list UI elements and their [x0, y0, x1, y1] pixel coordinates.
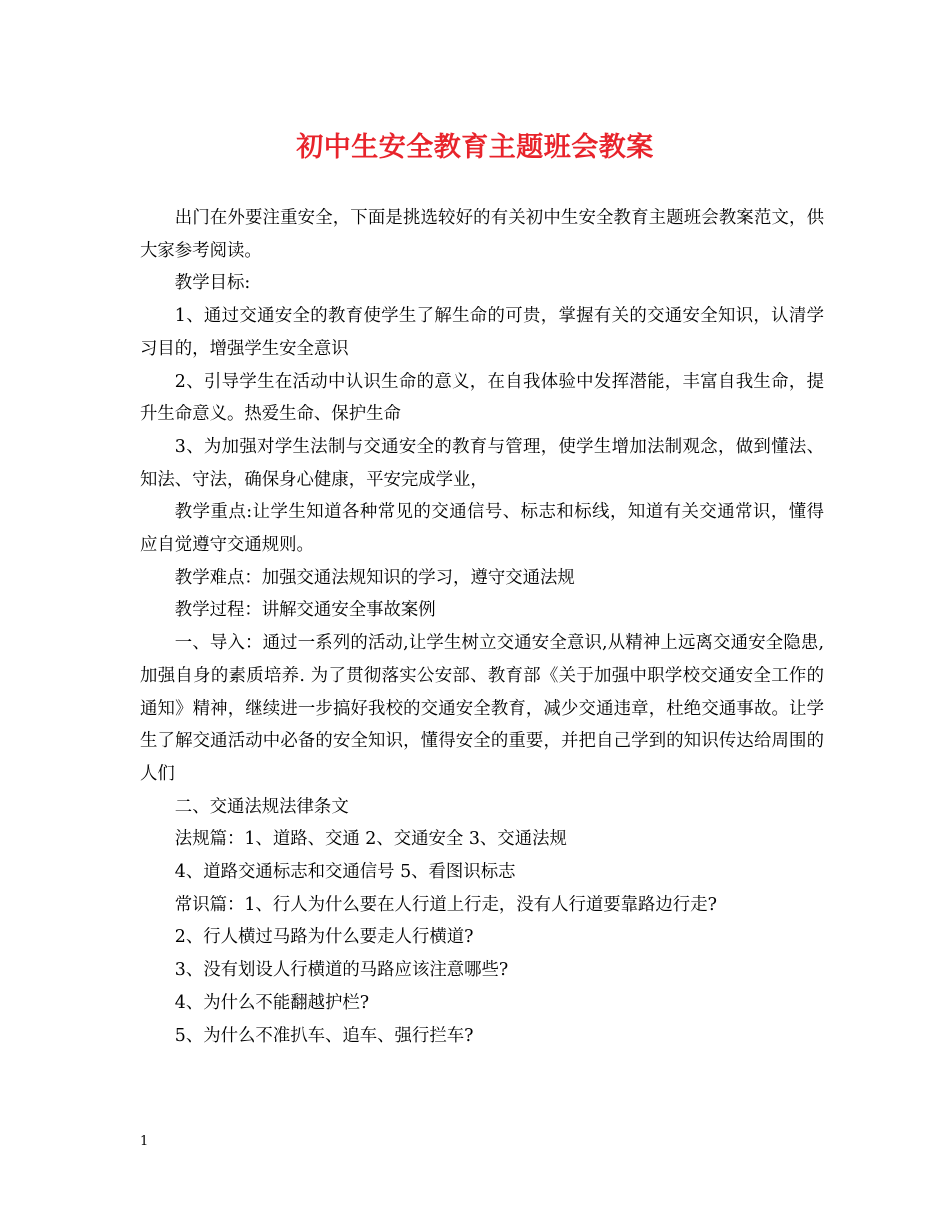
- paragraph-goals-heading: 教学目标:: [174, 273, 251, 294]
- document-body: [140, 202, 824, 1052]
- paragraph-regulations-2: 4、道路交通标志和交通信号 5、看图识标志: [174, 862, 516, 883]
- document-title: 初中生安全教育主题班会教案: [296, 132, 654, 163]
- paragraph-key-points: 教学重点:让学生知道各种常见的交通信号、标志和标线，知道有关交通常识，懂得应自觉遵守交通规则。: [140, 502, 824, 556]
- paragraph-intro: 出门在外要注重安全，下面是挑选较好的有关初中生安全教育主题班会教案范文，供大家参考阅读。: [140, 208, 824, 261]
- paragraph-knowledge-5: 5、为什么不准扒车、追车、强行拦车?: [174, 1025, 474, 1046]
- paragraph-difficulties: 教学难点：加强交通法规知识的学习，遵守交通法规: [174, 567, 575, 588]
- paragraph-knowledge-1: 常识篇：1、行人为什么要在人行道上行走，没有人行道要靠路边行走?: [174, 894, 717, 915]
- paragraph-regulations-1: 法规篇：1、道路、交通 2、交通安全 3、交通法规: [174, 829, 567, 850]
- paragraph-goal-3: 3、为加强对学生法制与交通安全的教育与管理，使学生增加法制观念，做到懂法、知法、守法，确保身心健康，平安完成学业，: [140, 436, 824, 490]
- paragraph-process: 教学过程：讲解交通安全事故案例: [174, 600, 436, 621]
- paragraph-knowledge-3: 3、没有划设人行横道的马路应该注意哪些?: [174, 960, 509, 981]
- paragraph-introduction: 一、导入：通过一系列的活动,让学生树立交通安全意识,从精神上远离交通安全隐患,加强自身的素质培养. 为了贯彻落实公安部、教育部《关于加强中职学校交通安全工作的通知》精神，继续进一步搞好我校的交通安全教育，减少交通违章，杜绝交通事故。让学生了解交通活动中必备的安全知识，懂得安全的重要，并把自己学到的知识传达给周围的人们: [140, 633, 824, 784]
- paragraph-section-2-heading: 二、交通法规法律条文: [174, 796, 349, 817]
- page-number: 1: [140, 1134, 149, 1149]
- paragraph-goal-1: 1、通过交通安全的教育使学生了解生命的可贵，掌握有关的交通安全知识，认清学习目的，增强学生安全意识: [140, 306, 824, 359]
- paragraph-knowledge-2: 2、行人横过马路为什么要走人行横道?: [174, 927, 474, 948]
- paragraph-goal-2: 2、引导学生在活动中认识生命的意义，在自我体验中发挥潜能，丰富自我生命，提升生命意义。热爱生命、保护生命: [140, 371, 824, 425]
- paragraph-knowledge-4: 4、为什么不能翻越护栏?: [174, 992, 370, 1013]
